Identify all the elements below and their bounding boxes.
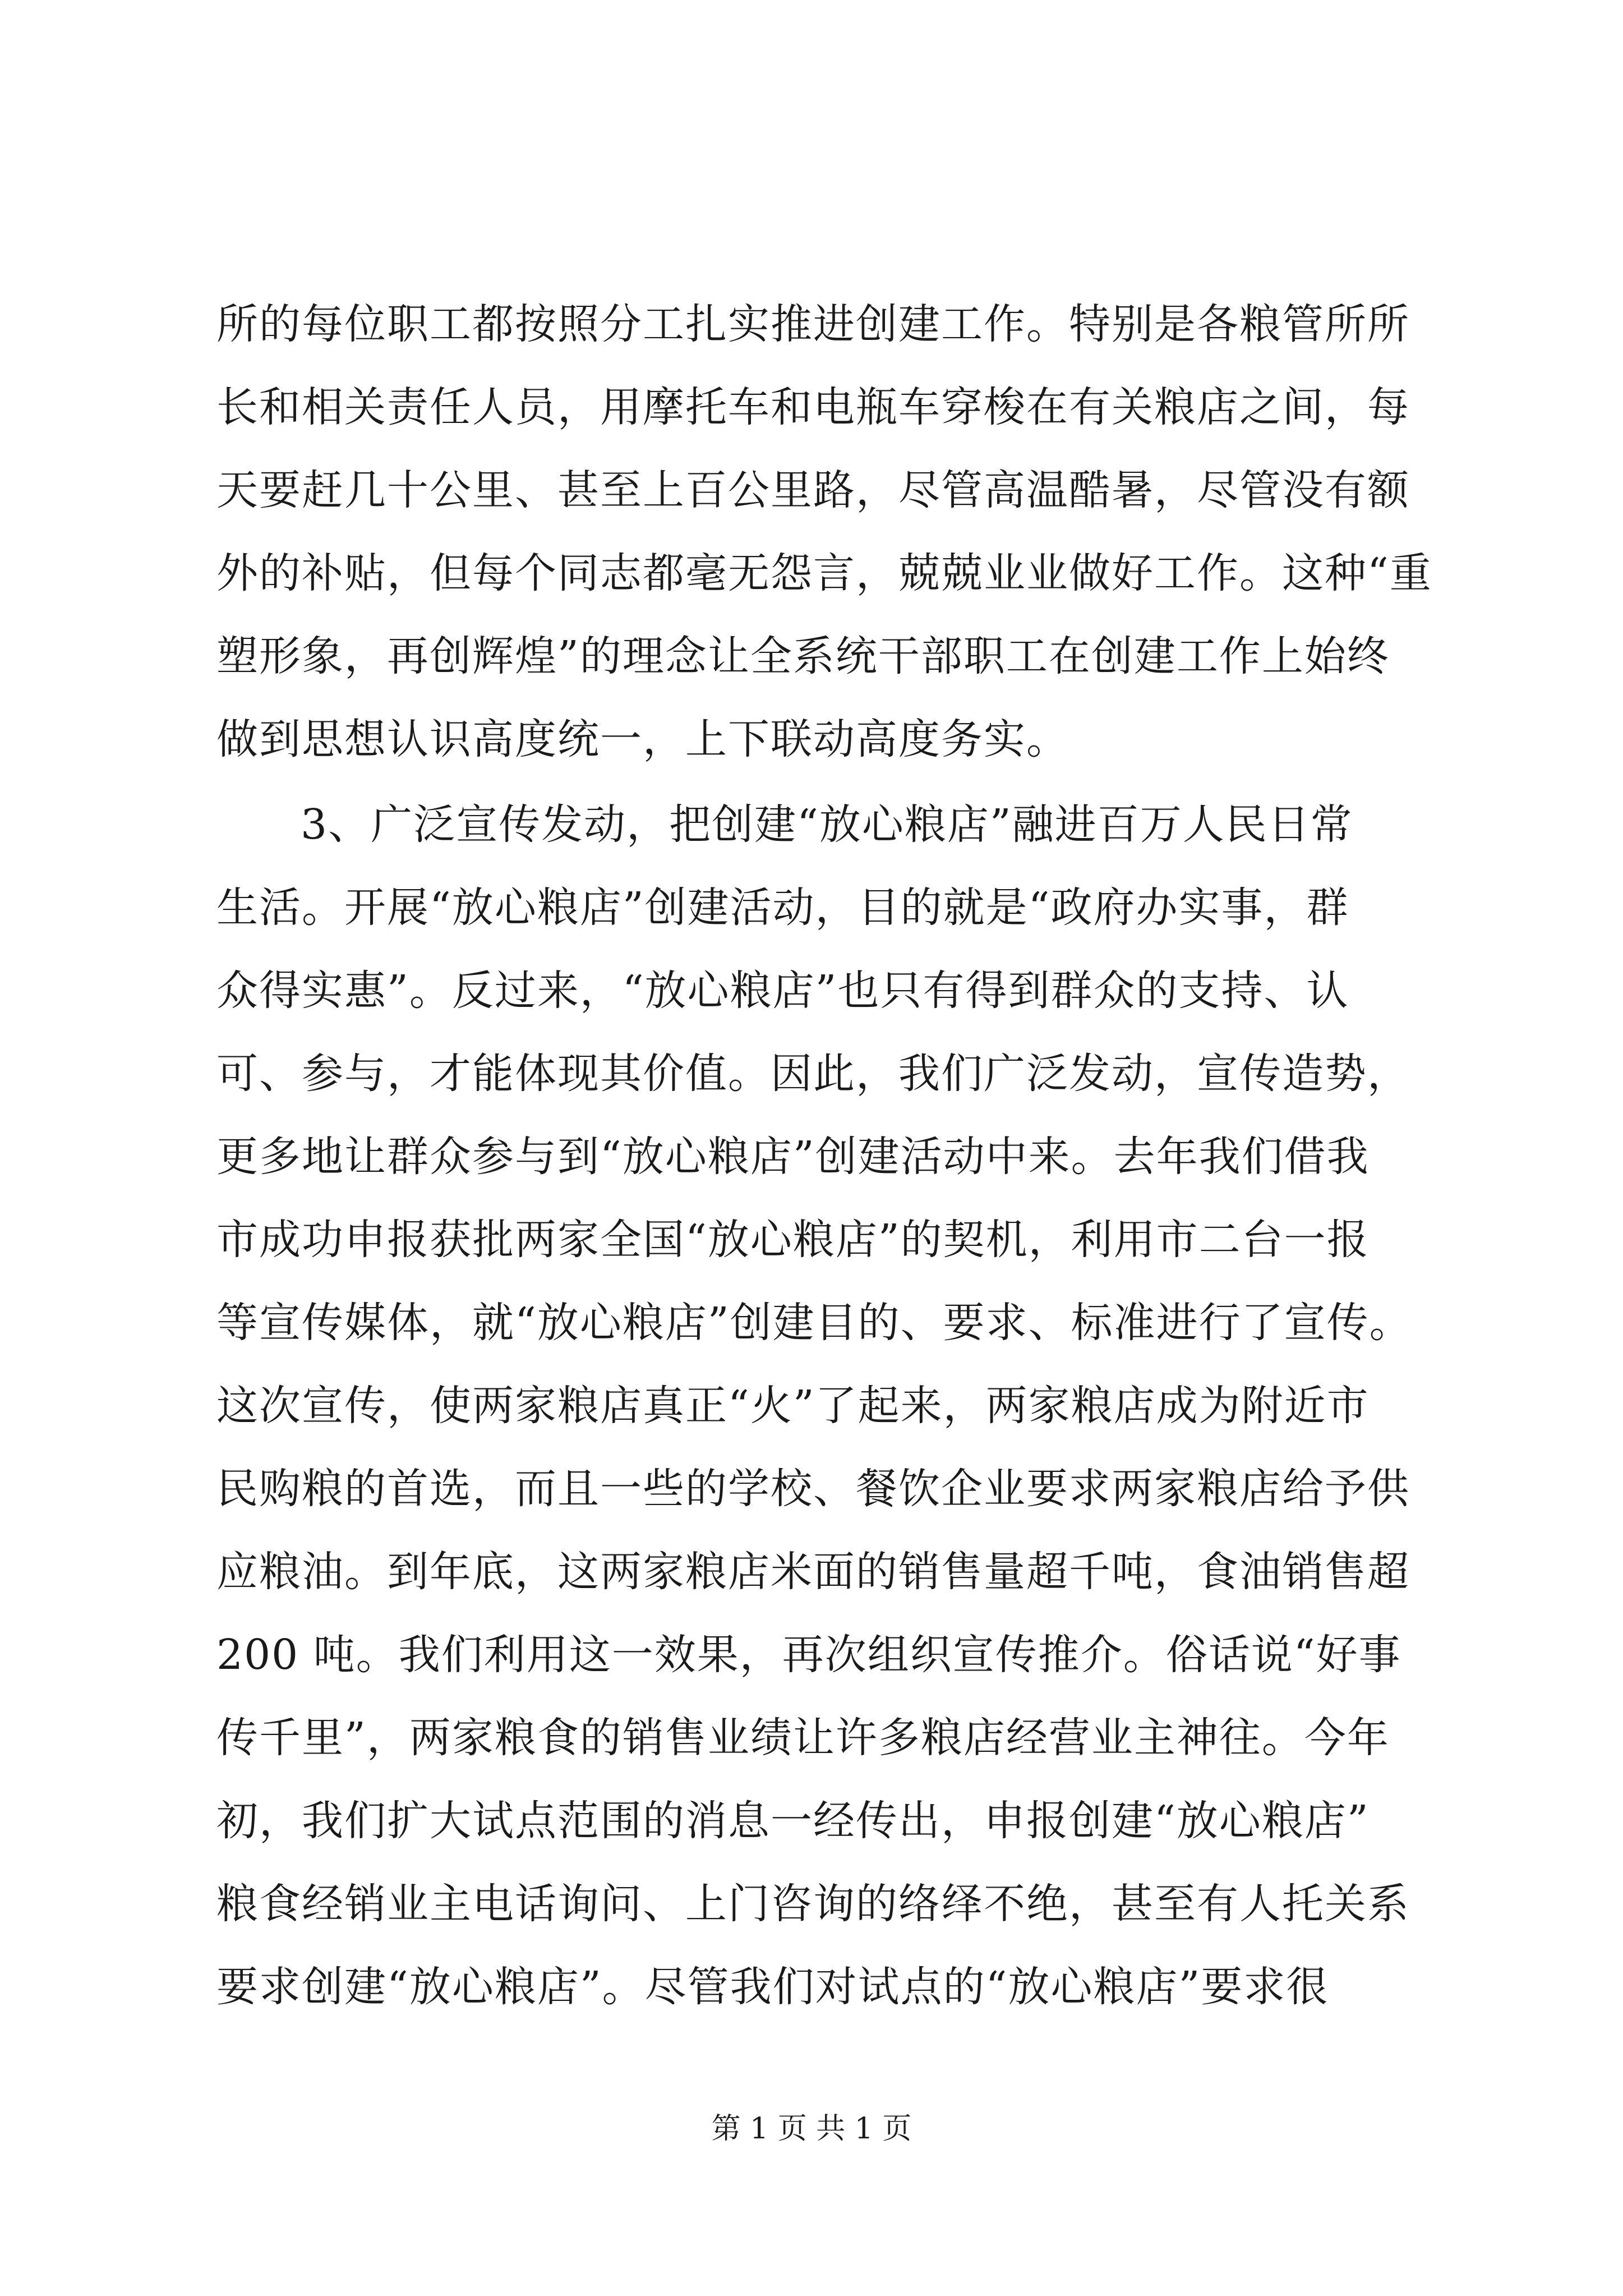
text-line: 200 吨。我们利用这一效果，再次组织宣传推介。俗话说“好事: [216, 1631, 1401, 1679]
text-line: 外的补贴，但每个同志都毫无怨言，兢兢业业做好工作。这种“重: [216, 549, 1432, 597]
text-line: 要求创建“放心粮店”。尽管我们对试点的“放心粮店”要求很: [216, 1963, 1329, 2011]
text-line: 天要赶几十公里、甚至上百公里路，尽管高温酷暑，尽管没有额: [216, 466, 1410, 514]
text-line: 市成功申报获批两家全国“放心粮店”的契机，利用市二台一报: [216, 1216, 1370, 1264]
text-line: 长和相关责任人员，用摩托车和电瓶车穿梭在有关粮店之间，每: [216, 383, 1410, 431]
text-line: 粮食经销业主电话询问、上门咨询的络绎不绝，甚至有人托关系: [216, 1880, 1410, 1928]
text-line: 做到思想认识高度统一，上下联动高度务实。: [216, 715, 1069, 763]
text-line: 传千里”，两家粮食的销售业绩让许多粮店经营业主神往。今年: [216, 1714, 1390, 1762]
text-line: 应粮油。到年底，这两家粮店米面的销售量超千吨，食油销售超: [216, 1548, 1410, 1596]
text-line: 民购粮的首选，而且一些的学校、餐饮企业要求两家粮店给予供: [216, 1465, 1410, 1513]
text-line: 3、广泛宣传发动，把创建“放心粮店”融进百万人民日常: [301, 800, 1353, 849]
text-line: 这次宣传，使两家粮店真正“火”了起来，两家粮店成为附近市: [216, 1382, 1370, 1430]
text-line: 初，我们扩大试点范围的消息一经传出，申报创建“放心粮店”: [216, 1797, 1370, 1845]
page-footer: 第 1 页 共 1 页: [711, 2112, 912, 2146]
text-line: 等宣传媒体，就“放心粮店”创建目的、要求、标准进行了宣传。: [216, 1299, 1412, 1347]
text-line: 众得实惠”。反过来，“放心粮店”也只有得到群众的支持、认: [216, 967, 1349, 1015]
text-line: 所的每位职工都按照分工扎实推进创建工作。特别是各粮管所所: [216, 300, 1410, 348]
text-line: 更多地让群众参与到“放心粮店”创建活动中来。去年我们借我: [216, 1133, 1370, 1181]
text-line: 可、参与，才能体现其价值。因此，我们广泛发动，宣传造势，: [216, 1050, 1410, 1098]
text-line: 塑形象，再创辉煌”的理念让全系统干部职工在创建工作上始终: [216, 632, 1390, 680]
text-line: 生活。开展“放心粮店”创建活动，目的就是“政府办实事，群: [216, 884, 1349, 932]
